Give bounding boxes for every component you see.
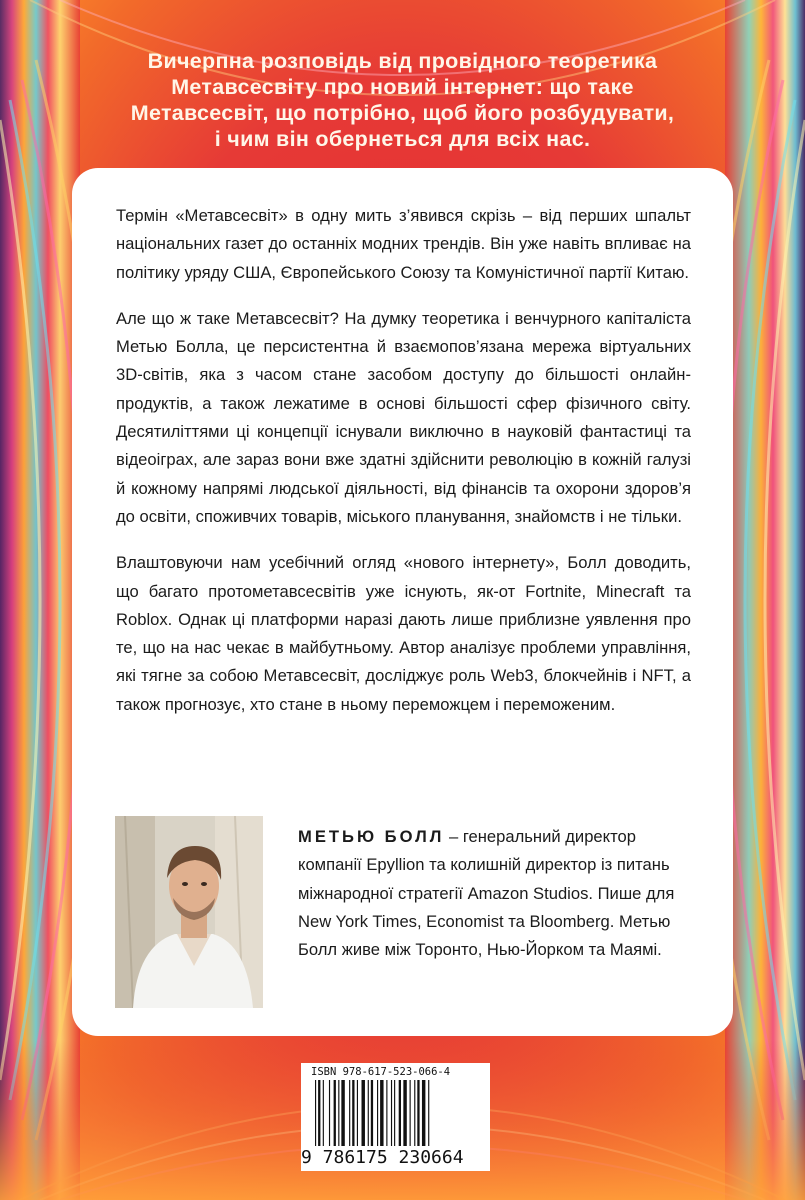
- barcode-bar: [334, 1080, 336, 1146]
- barcode-bar: [391, 1080, 392, 1146]
- author-name: МЕТЬЮ БОЛЛ: [298, 827, 445, 846]
- tagline-line: Вичерпна розповідь від провідного теоретика: [147, 49, 658, 73]
- barcode-bar: [352, 1080, 354, 1146]
- barcode-bar: [329, 1080, 330, 1146]
- barcode-bar: [362, 1080, 365, 1146]
- barcode-bar: [341, 1080, 344, 1146]
- barcode-bars: [301, 1080, 490, 1150]
- author-bio-text: – генеральний директор компанії Epyllion та колишній директор із питань міжнародної стратегії Amazon Studios. Пише для New York Times, Economist та Bloomberg. Метью Болл живе між Торонто, Нью-Йорком та Маямі.: [298, 827, 675, 960]
- tagline-line: Метавсесвіту про новий інтернет: що таке: [171, 75, 634, 99]
- barcode-bar: [368, 1080, 369, 1146]
- barcode-bar: [349, 1080, 350, 1146]
- isbn-label: ISBN 978-617-523-066-4: [311, 1066, 451, 1078]
- description-paragraph-1: Термін «Метавсесвіт» в одну мить з’явився скрізь – від перших шпальт національних газет до останніх модних трендів. Він уже навіть впливає на політику уряду США, Європейського Союзу та Комуністичної партії Китаю.: [116, 206, 691, 282]
- barcode-bar: [323, 1080, 324, 1146]
- tagline-line: Метавсесвіт, що потрібно, щоб його розбудувати,: [130, 101, 675, 125]
- barcode-bar: [414, 1080, 415, 1146]
- description-paragraph-3: Влаштовуючи нам усебічний огляд «нового інтернету», Болл доводить, що багато протометавсесвітів уже існують, як-от Fortnite, Minecraft та Roblox. Однак ці платформи наразі дають лише приблизне уявлення про те, що на нас чекає в майбутньому. Автор аналізує проблеми управління, які тягне за собою Метавсесвіт, досліджує роль Web3, блокчейнів і NFT, а також прогнозує, хто стане в ньому переможцем і переможеним.: [116, 553, 691, 714]
- barcode-bar: [315, 1080, 316, 1146]
- author-photo: [115, 816, 263, 1008]
- description-paragraph-2: Але що ж таке Метавсесвіт? На думку теоретика і венчурного капіталіста Метью Болла, це персистентна й взаємопов’язана мережа віртуальних 3D-світів, яка з часом стане засобом доступу до більшості онлайн-продуктів, а також лежатиме в основі більшості сфер фізичного світу. Десятиліттями ці концепції існували виключно в науковій фантастиці та відеоіграх, але зараз вони вже здатні здійснити революцію в кожній галузі й кожному напрямі людської діяльності, від фінансів та охорони здоров’я до освіти, споживчих товарів, міського планування, знайомств і не тільки.: [116, 308, 691, 526]
- barcode-bar: [403, 1080, 406, 1146]
- description-panel: [72, 168, 733, 1036]
- tagline: [60, 48, 745, 152]
- barcode-bar: [377, 1080, 378, 1146]
- barcode-bar: [371, 1080, 373, 1146]
- barcode-bar: [422, 1080, 425, 1146]
- barcode-bar: [380, 1080, 383, 1146]
- barcode-bar: [357, 1080, 358, 1146]
- isbn-digits: 9 786175 230664: [301, 1147, 464, 1168]
- isbn-barcode: [301, 1063, 490, 1171]
- tagline-line: і чим він обернеться для всіх нас.: [214, 127, 591, 151]
- barcode-bar: [394, 1080, 395, 1146]
- barcode-bar: [318, 1080, 320, 1146]
- description-text: [116, 202, 691, 737]
- barcode-bar: [410, 1080, 411, 1146]
- author-bio: [298, 823, 698, 964]
- barcode-bar: [417, 1080, 419, 1146]
- barcode-bar: [428, 1080, 429, 1146]
- barcode-bar: [386, 1080, 387, 1146]
- barcode-bar: [399, 1080, 401, 1146]
- barcode-bar: [338, 1080, 339, 1146]
